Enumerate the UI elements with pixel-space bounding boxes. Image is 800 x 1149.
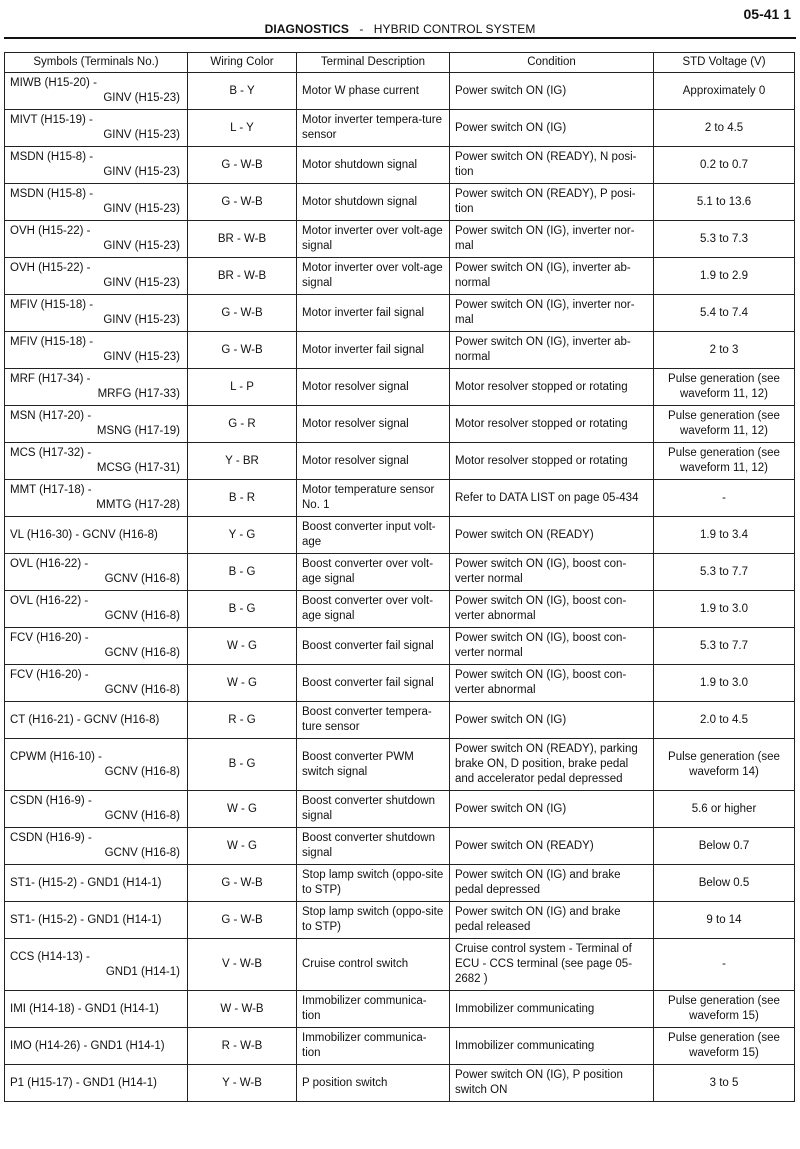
terminal-description-cell: P position switch xyxy=(297,1065,450,1102)
table-row xyxy=(5,902,795,939)
symbol-ground-terminal: GCNV (H16-8) xyxy=(104,684,180,696)
condition-cell: Power switch ON (IG), inverter nor-mal xyxy=(450,295,654,332)
table-row xyxy=(5,258,795,295)
std-voltage-cell: 9 to 14 xyxy=(654,902,795,939)
terminal-description-cell: Boost converter over volt-age signal xyxy=(297,554,450,591)
terminal-description-cell: Boost converter fail signal xyxy=(297,628,450,665)
symbol-cell xyxy=(5,73,188,110)
symbol-terminal: ST1- (H15-2) - GND1 (H14-1) xyxy=(10,876,162,889)
table-row xyxy=(5,147,795,184)
terminal-description-cell: Motor inverter fail signal xyxy=(297,332,450,369)
condition-cell: Power switch ON (IG) xyxy=(450,110,654,147)
std-voltage-cell: 5.3 to 7.7 xyxy=(654,554,795,591)
symbol-ground-terminal: GCNV (H16-8) xyxy=(104,610,180,622)
condition-cell: Motor resolver stopped or rotating xyxy=(450,443,654,480)
wiring-color-cell: G - W-B xyxy=(188,295,297,332)
symbol-terminal: MFIV (H15-18) - xyxy=(10,299,94,311)
symbol-terminal: FCV (H16-20) - xyxy=(10,632,89,644)
symbol-cell xyxy=(5,184,188,221)
symbol-terminal: MCS (H17-32) - xyxy=(10,447,92,459)
std-voltage-cell: Approximately 0 xyxy=(654,73,795,110)
condition-cell: Power switch ON (READY), N posi-tion xyxy=(450,147,654,184)
table-row xyxy=(5,939,795,991)
table-row xyxy=(5,110,795,147)
terminal-description-cell: Boost converter shutdown signal xyxy=(297,791,450,828)
table-row xyxy=(5,73,795,110)
table-row xyxy=(5,517,795,554)
header-rule xyxy=(4,37,796,39)
symbol-ground-terminal: GINV (H15-23) xyxy=(103,203,180,215)
symbol-cell xyxy=(5,902,188,939)
condition-cell: Motor resolver stopped or rotating xyxy=(450,369,654,406)
condition-cell: Power switch ON (IG) xyxy=(450,791,654,828)
symbol-ground-terminal: GINV (H15-23) xyxy=(103,240,180,252)
header-separator: - xyxy=(359,22,364,36)
terminal-description-cell: Motor resolver signal xyxy=(297,406,450,443)
symbol-ground-terminal: MSNG (H17-19) xyxy=(96,425,180,437)
wiring-color-cell: G - W-B xyxy=(188,865,297,902)
table-row xyxy=(5,184,795,221)
std-voltage-cell: 2 to 4.5 xyxy=(654,110,795,147)
symbol-terminal: CT (H16-21) - GCNV (H16-8) xyxy=(10,713,160,726)
symbol-terminal: MFIV (H15-18) - xyxy=(10,336,94,348)
page-number: 05-41 1 xyxy=(743,6,791,22)
symbol-terminal: CSDN (H16-9) - xyxy=(10,795,92,807)
symbol-terminal: MRF (H17-34) - xyxy=(10,373,91,385)
terminal-description-cell: Motor inverter over volt-age signal xyxy=(297,258,450,295)
condition-cell: Cruise control system - Terminal of ECU - CCS terminal (see page 05-2682 ) xyxy=(450,939,654,991)
condition-cell: Power switch ON (IG), boost con-verter abnormal xyxy=(450,591,654,628)
symbol-cell xyxy=(5,865,188,902)
column-header-condition: Condition xyxy=(450,53,654,73)
wiring-color-cell: G - W-B xyxy=(188,332,297,369)
symbol-cell xyxy=(5,110,188,147)
symbol-cell xyxy=(5,628,188,665)
wiring-color-cell: B - G xyxy=(188,591,297,628)
symbol-cell xyxy=(5,369,188,406)
terminal-description-cell: Motor inverter tempera-ture sensor xyxy=(297,110,450,147)
table-row xyxy=(5,1028,795,1065)
symbol-ground-terminal: GCNV (H16-8) xyxy=(104,765,180,778)
table-row xyxy=(5,369,795,406)
symbol-terminal: OVL (H16-22) - xyxy=(10,558,89,570)
condition-cell: Power switch ON (IG), boost con-verter normal xyxy=(450,554,654,591)
condition-cell: Power switch ON (IG) xyxy=(450,702,654,739)
wiring-color-cell: BR - W-B xyxy=(188,258,297,295)
symbol-ground-terminal: GCNV (H16-8) xyxy=(104,847,180,859)
condition-cell: Power switch ON (IG) and brake pedal depressed xyxy=(450,865,654,902)
terminal-description-cell: Boost converter over volt-age signal xyxy=(297,591,450,628)
symbol-cell xyxy=(5,991,188,1028)
symbol-cell xyxy=(5,1065,188,1102)
std-voltage-cell: 1.9 to 2.9 xyxy=(654,258,795,295)
symbol-ground-terminal: GND1 (H14-1) xyxy=(105,965,180,978)
symbol-ground-terminal: GINV (H15-23) xyxy=(103,277,180,289)
symbol-terminal: FCV (H16-20) - xyxy=(10,669,89,681)
std-voltage-cell: Pulse generation (see waveform 11, 12) xyxy=(654,443,795,480)
wiring-color-cell: W - G xyxy=(188,791,297,828)
std-voltage-cell: 3 to 5 xyxy=(654,1065,795,1102)
table-row xyxy=(5,1065,795,1102)
column-header-symbols: Symbols (Terminals No.) xyxy=(5,53,188,73)
std-voltage-cell: 5.6 or higher xyxy=(654,791,795,828)
std-voltage-cell: 5.1 to 13.6 xyxy=(654,184,795,221)
symbol-terminal: OVL (H16-22) - xyxy=(10,595,89,607)
symbol-ground-terminal: GCNV (H16-8) xyxy=(104,810,180,822)
symbol-cell xyxy=(5,295,188,332)
condition-cell: Power switch ON (IG), inverter ab-normal xyxy=(450,258,654,295)
terminal-description-cell: Motor inverter over volt-age signal xyxy=(297,221,450,258)
terminal-description-cell: Boost converter shutdown signal xyxy=(297,828,450,865)
terminal-description-cell: Boost converter input volt-age xyxy=(297,517,450,554)
condition-cell: Power switch ON (IG), P position switch ON xyxy=(450,1065,654,1102)
terminal-description-cell: Motor shutdown signal xyxy=(297,147,450,184)
table-row xyxy=(5,665,795,702)
condition-cell: Power switch ON (IG), inverter nor-mal xyxy=(450,221,654,258)
symbol-cell xyxy=(5,517,188,554)
symbol-ground-terminal: MCSG (H17-31) xyxy=(96,462,180,474)
condition-cell: Power switch ON (IG), boost con-verter normal xyxy=(450,628,654,665)
std-voltage-cell: - xyxy=(654,480,795,517)
wiring-color-cell: Y - G xyxy=(188,517,297,554)
symbol-cell xyxy=(5,739,188,791)
symbol-cell xyxy=(5,147,188,184)
symbol-terminal: MSDN (H15-8) - xyxy=(10,151,94,163)
std-voltage-cell: Pulse generation (see waveform 11, 12) xyxy=(654,369,795,406)
table-row xyxy=(5,295,795,332)
wiring-color-cell: W - W-B xyxy=(188,991,297,1028)
std-voltage-cell: Below 0.5 xyxy=(654,865,795,902)
symbol-ground-terminal: GINV (H15-23) xyxy=(103,129,180,141)
condition-cell: Power switch ON (IG), inverter ab-normal xyxy=(450,332,654,369)
table-row xyxy=(5,828,795,865)
symbol-cell xyxy=(5,1028,188,1065)
symbol-ground-terminal: MMTG (H17-28) xyxy=(96,499,180,511)
symbol-cell xyxy=(5,332,188,369)
wiring-color-cell: B - G xyxy=(188,554,297,591)
table-row xyxy=(5,739,795,791)
section-title: DIAGNOSTICS xyxy=(264,22,350,36)
table-row xyxy=(5,865,795,902)
condition-cell: Immobilizer communicating xyxy=(450,991,654,1028)
symbol-terminal: ST1- (H15-2) - GND1 (H14-1) xyxy=(10,913,162,926)
wiring-color-cell: B - G xyxy=(188,739,297,791)
std-voltage-cell: 5.4 to 7.4 xyxy=(654,295,795,332)
column-header-std-voltage: STD Voltage (V) xyxy=(654,53,795,73)
symbol-terminal: MIVT (H15-19) - xyxy=(10,114,93,126)
symbol-terminal: VL (H16-30) - GCNV (H16-8) xyxy=(10,528,158,541)
wiring-color-cell: G - R xyxy=(188,406,297,443)
symbol-cell xyxy=(5,665,188,702)
terminal-description-cell: Cruise control switch xyxy=(297,939,450,991)
column-header-terminal-description: Terminal Description xyxy=(297,53,450,73)
terminal-description-cell: Immobilizer communica-tion xyxy=(297,1028,450,1065)
symbol-cell xyxy=(5,939,188,991)
condition-cell: Power switch ON (READY) xyxy=(450,517,654,554)
symbol-cell xyxy=(5,258,188,295)
std-voltage-cell: 1.9 to 3.0 xyxy=(654,665,795,702)
terminal-description-cell: Motor shutdown signal xyxy=(297,184,450,221)
table-header-row xyxy=(5,53,795,73)
condition-cell: Motor resolver stopped or rotating xyxy=(450,406,654,443)
symbol-cell xyxy=(5,480,188,517)
symbol-cell xyxy=(5,406,188,443)
symbol-ground-terminal: MRFG (H17-33) xyxy=(97,388,180,400)
wiring-color-cell: Y - W-B xyxy=(188,1065,297,1102)
symbol-cell xyxy=(5,221,188,258)
table-row xyxy=(5,406,795,443)
wiring-color-cell: G - W-B xyxy=(188,147,297,184)
symbol-ground-terminal: GCNV (H16-8) xyxy=(104,647,180,659)
symbol-terminal: MSN (H17-20) - xyxy=(10,410,92,422)
symbol-terminal: MIWB (H15-20) - xyxy=(10,77,97,89)
table-row xyxy=(5,554,795,591)
wiring-color-cell: B - R xyxy=(188,480,297,517)
symbol-ground-terminal: GINV (H15-23) xyxy=(103,92,180,104)
symbol-cell xyxy=(5,702,188,739)
terminal-description-cell: Boost converter tempera-ture sensor xyxy=(297,702,450,739)
symbol-terminal: P1 (H15-17) - GND1 (H14-1) xyxy=(10,1076,157,1089)
terminal-description-cell: Stop lamp switch (oppo-site to STP) xyxy=(297,865,450,902)
terminal-description-cell: Motor temperature sensor No. 1 xyxy=(297,480,450,517)
condition-cell: Power switch ON (IG) xyxy=(450,73,654,110)
symbol-cell xyxy=(5,443,188,480)
table-row xyxy=(5,791,795,828)
std-voltage-cell: Below 0.7 xyxy=(654,828,795,865)
wiring-color-cell: BR - W-B xyxy=(188,221,297,258)
symbol-ground-terminal: GINV (H15-23) xyxy=(103,166,180,178)
column-header-wiring-color: Wiring Color xyxy=(188,53,297,73)
terminal-description-cell: Stop lamp switch (oppo-site to STP) xyxy=(297,902,450,939)
condition-cell: Power switch ON (READY), parking brake ON, D position, brake pedal and accelerator pedal depressed xyxy=(450,739,654,791)
condition-cell: Power switch ON (IG) and brake pedal released xyxy=(450,902,654,939)
symbol-ground-terminal: GINV (H15-23) xyxy=(103,351,180,363)
symbol-cell xyxy=(5,828,188,865)
condition-cell: Immobilizer communicating xyxy=(450,1028,654,1065)
wiring-color-cell: W - G xyxy=(188,828,297,865)
symbol-ground-terminal: GCNV (H16-8) xyxy=(104,573,180,585)
symbol-terminal: IMI (H14-18) - GND1 (H14-1) xyxy=(10,1002,159,1015)
wiring-color-cell: R - G xyxy=(188,702,297,739)
terminal-description-cell: Immobilizer communica-tion xyxy=(297,991,450,1028)
terminal-description-cell: Boost converter fail signal xyxy=(297,665,450,702)
terminal-description-cell: Motor inverter fail signal xyxy=(297,295,450,332)
symbol-terminal: MMT (H17-18) - xyxy=(10,484,92,496)
table-row xyxy=(5,628,795,665)
wiring-color-cell: G - W-B xyxy=(188,184,297,221)
std-voltage-cell: 5.3 to 7.7 xyxy=(654,628,795,665)
terminal-voltage-table xyxy=(4,52,795,1102)
condition-cell: Power switch ON (IG), boost con-verter abnormal xyxy=(450,665,654,702)
std-voltage-cell: - xyxy=(654,939,795,991)
table-row xyxy=(5,480,795,517)
terminal-description-cell: Motor W phase current xyxy=(297,73,450,110)
symbol-terminal: MSDN (H15-8) - xyxy=(10,188,94,200)
wiring-color-cell: L - Y xyxy=(188,110,297,147)
std-voltage-cell: 1.9 to 3.4 xyxy=(654,517,795,554)
table-row xyxy=(5,991,795,1028)
wiring-color-cell: W - G xyxy=(188,665,297,702)
wiring-color-cell: Y - BR xyxy=(188,443,297,480)
terminal-description-cell: Motor resolver signal xyxy=(297,443,450,480)
page-header xyxy=(0,22,800,36)
std-voltage-cell: 2.0 to 4.5 xyxy=(654,702,795,739)
wiring-color-cell: L - P xyxy=(188,369,297,406)
condition-cell: Refer to DATA LIST on page 05-434 xyxy=(450,480,654,517)
symbol-terminal: OVH (H15-22) - xyxy=(10,262,91,274)
wiring-color-cell: B - Y xyxy=(188,73,297,110)
condition-cell: Power switch ON (READY), P posi-tion xyxy=(450,184,654,221)
table-row xyxy=(5,443,795,480)
table-row xyxy=(5,221,795,258)
wiring-color-cell: R - W-B xyxy=(188,1028,297,1065)
std-voltage-cell: Pulse generation (see waveform 14) xyxy=(654,739,795,791)
symbol-terminal: CCS (H14-13) - xyxy=(10,950,90,963)
std-voltage-cell: Pulse generation (see waveform 15) xyxy=(654,1028,795,1065)
std-voltage-cell: 0.2 to 0.7 xyxy=(654,147,795,184)
system-title: HYBRID CONTROL SYSTEM xyxy=(373,22,536,36)
table-row xyxy=(5,591,795,628)
terminal-description-cell: Boost converter PWM switch signal xyxy=(297,739,450,791)
terminal-description-cell: Motor resolver signal xyxy=(297,369,450,406)
std-voltage-cell: 2 to 3 xyxy=(654,332,795,369)
symbol-terminal: CPWM (H16-10) - xyxy=(10,750,103,763)
symbol-cell xyxy=(5,554,188,591)
table-row xyxy=(5,332,795,369)
wiring-color-cell: V - W-B xyxy=(188,939,297,991)
std-voltage-cell: Pulse generation (see waveform 11, 12) xyxy=(654,406,795,443)
symbol-terminal: CSDN (H16-9) - xyxy=(10,832,92,844)
wiring-color-cell: W - G xyxy=(188,628,297,665)
std-voltage-cell: Pulse generation (see waveform 15) xyxy=(654,991,795,1028)
table-row xyxy=(5,702,795,739)
condition-cell: Power switch ON (READY) xyxy=(450,828,654,865)
symbol-ground-terminal: GINV (H15-23) xyxy=(103,314,180,326)
symbol-cell xyxy=(5,591,188,628)
std-voltage-cell: 1.9 to 3.0 xyxy=(654,591,795,628)
wiring-color-cell: G - W-B xyxy=(188,902,297,939)
std-voltage-cell: 5.3 to 7.3 xyxy=(654,221,795,258)
symbol-cell xyxy=(5,791,188,828)
symbol-terminal: OVH (H15-22) - xyxy=(10,225,91,237)
symbol-terminal: IMO (H14-26) - GND1 (H14-1) xyxy=(10,1039,165,1052)
